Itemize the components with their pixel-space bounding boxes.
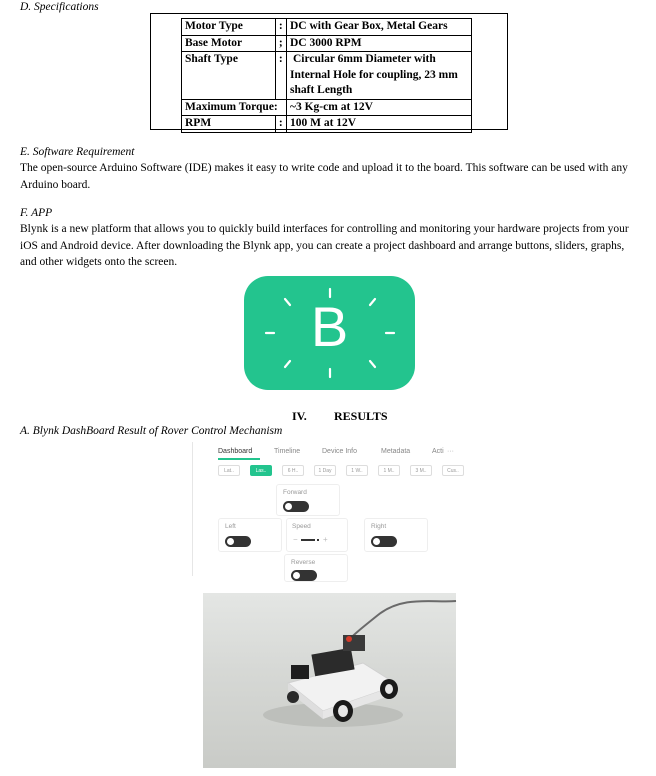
spec-key: Base Motor	[182, 35, 276, 52]
table-row	[182, 116, 472, 133]
speed-slider-handle[interactable]	[317, 539, 319, 541]
spec-key: Motor Type	[182, 19, 276, 36]
spec-value: ~3 Kg-cm at 12V	[287, 99, 472, 116]
reverse-widget	[284, 554, 348, 582]
table-row	[182, 52, 472, 100]
slider-minus-icon[interactable]: −	[293, 535, 298, 544]
range-1m[interactable]: 1 M..	[378, 465, 400, 476]
section-d-heading: D. Specifications	[20, 1, 99, 13]
spec-colon: :	[275, 52, 286, 100]
spec-value: DC 3000 RPM	[287, 35, 472, 52]
forward-label: Forward	[283, 489, 307, 496]
slider-plus-icon[interactable]: +	[323, 535, 328, 544]
specs-table	[181, 18, 472, 133]
spec-colon: :	[275, 116, 286, 133]
right-toggle[interactable]	[371, 536, 397, 547]
section-e-heading: E. Software Requirement	[20, 146, 135, 158]
range-1day[interactable]: 1 Day	[314, 465, 336, 476]
section-e-body	[20, 160, 628, 193]
right-widget	[364, 518, 428, 552]
range-last[interactable]: Las..	[250, 465, 272, 476]
section-iv-title: RESULTS	[334, 409, 388, 423]
section-iv-number: IV.	[292, 409, 307, 423]
more-tabs-icon[interactable]: ···	[447, 448, 454, 455]
tab-dashboard[interactable]: Dashboard	[218, 448, 253, 455]
forward-toggle[interactable]	[283, 501, 309, 512]
left-widget	[218, 518, 282, 552]
range-6h[interactable]: 6 H..	[282, 465, 304, 476]
paragraph-line: The open-source Arduino Software (IDE) makes it easy to write code and upload it to the board. This software can be used with any	[20, 162, 628, 174]
reverse-label: Reverse	[291, 559, 316, 566]
spec-key: Shaft Type	[182, 52, 276, 100]
spec-colon: :	[275, 19, 286, 36]
table-row	[182, 99, 472, 116]
right-label: Right	[371, 523, 387, 530]
paragraph-line: Blynk is a new platform that allows you to quickly build interfaces for controlling and monitoring your hardware projects from your	[20, 223, 629, 235]
tab-timeline[interactable]: Timeline	[274, 448, 301, 455]
range-live[interactable]: Lat..	[218, 465, 240, 476]
section-a-heading: A. Blynk DashBoard Result of Rover Control Mechanism	[20, 425, 283, 437]
paragraph-line: and other widgets onto the screen.	[20, 256, 178, 268]
range-1w[interactable]: 1 W..	[346, 465, 368, 476]
section-f-heading: F. APP	[20, 207, 53, 219]
spec-value: DC with Gear Box, Metal Gears	[287, 19, 472, 36]
left-toggle[interactable]	[225, 536, 251, 547]
table-row	[182, 35, 472, 52]
blynk-dashboard-screenshot	[192, 442, 459, 576]
section-f-body	[20, 221, 629, 271]
speed-label: Speed	[292, 523, 311, 530]
table-row	[182, 19, 472, 36]
active-tab-indicator	[218, 458, 260, 460]
spec-value-line: Internal Hole for coupling, 23 mm	[290, 68, 458, 81]
spec-key: Maximum Torque:	[182, 99, 287, 116]
left-label: Left	[225, 523, 236, 530]
spec-value-line: Circular 6mm Diameter with	[293, 53, 436, 65]
reverse-toggle[interactable]	[291, 570, 317, 581]
spec-value-line: shaft Length	[290, 84, 353, 96]
range-custom[interactable]: Cus..	[442, 465, 464, 476]
dashboard-left-edge	[192, 442, 193, 576]
spec-key: RPM	[182, 116, 276, 133]
spec-value	[287, 52, 472, 100]
range-3m[interactable]: 3 M..	[410, 465, 432, 476]
speed-widget	[286, 518, 348, 552]
spec-value: 100 M at 12V	[287, 116, 472, 133]
tab-device-info[interactable]: Device Info	[322, 448, 358, 455]
paragraph-line: Arduino board.	[20, 178, 91, 191]
paragraph-line: iOS and Android device. After downloading the Blynk app, you can create a project dashboard and arrange buttons, sliders, graphs,	[20, 239, 625, 252]
rover-robot-icon	[203, 593, 456, 768]
blynk-logo-letter: B	[310, 295, 349, 358]
forward-widget	[276, 484, 340, 516]
spec-colon: ;	[275, 35, 286, 52]
blynk-logo	[244, 276, 415, 390]
rover-photo	[203, 593, 456, 768]
speed-slider-track[interactable]	[301, 539, 315, 541]
tab-actions[interactable]: Acti	[432, 448, 444, 455]
tab-metadata[interactable]: Metadata	[381, 448, 411, 455]
